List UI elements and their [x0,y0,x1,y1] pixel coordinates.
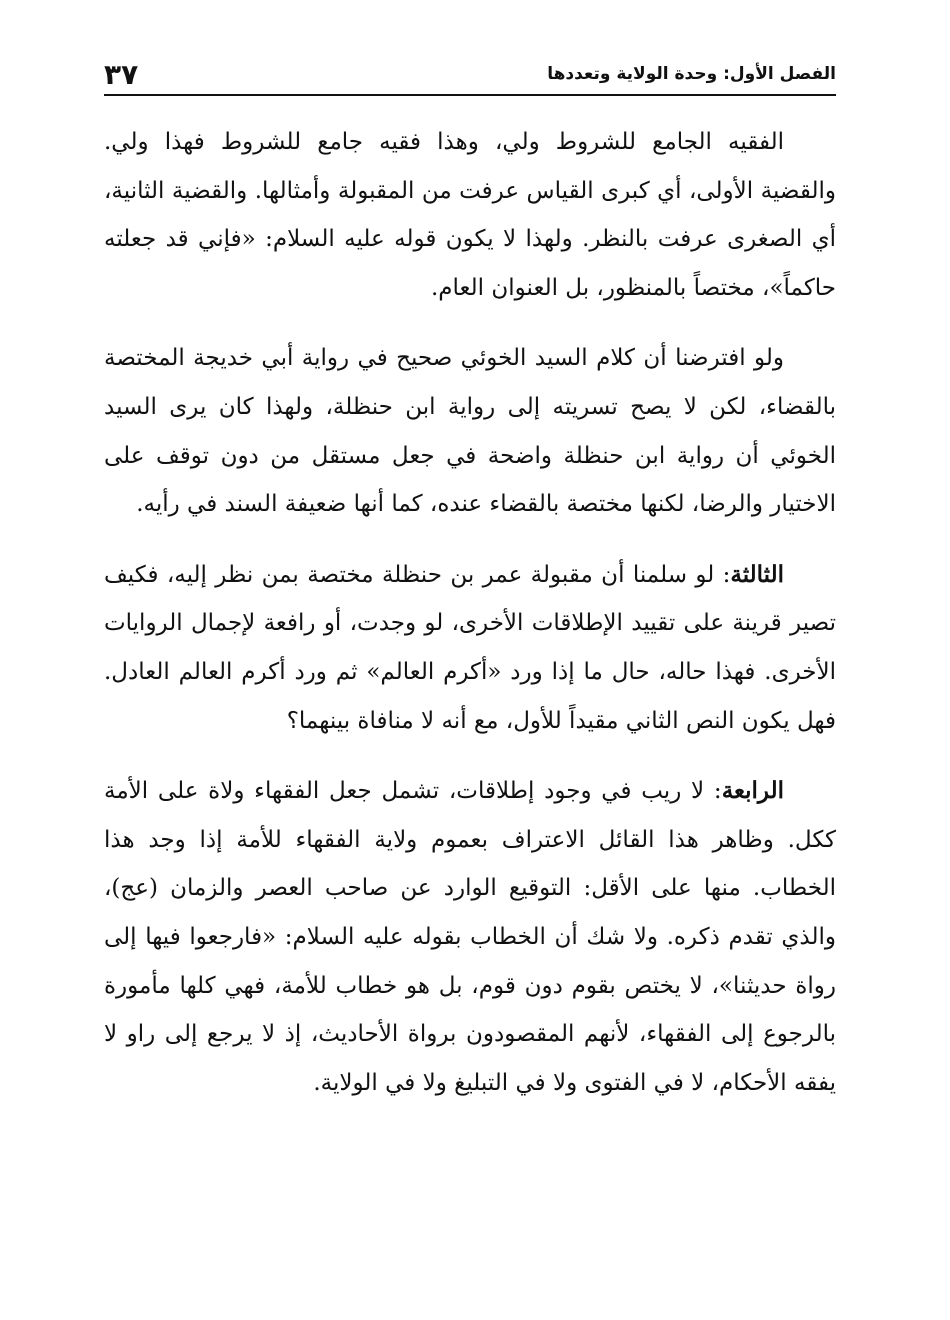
paragraph-3-lead: الثالثة [730,560,784,588]
paragraph-3 [104,551,836,745]
paragraph-1 [104,118,836,312]
running-header [104,58,836,96]
paragraph-1-text: الفقيه الجامع للشروط ولي، وهذا فقيه جامع للشروط فهذا ولي. والقضية الأولى، أي كبرى القياس عرفت من المقبولة وأمثالها. والقضية الثانية، أي الصغرى عرفت بالنظر. ولهذا لا يكون قوله عليه السلام: «فإني قد جعلته حاكماً»، مختصاً بالمنظور، بل العنوان العام. [104,129,836,301]
chapter-title: الفصل الأول: وحدة الولاية وتعددها [547,64,836,84]
paragraph-2 [104,334,836,528]
paragraph-4-lead: الرابعة [721,777,784,805]
paragraph-3-text: : لو سلمنا أن مقبولة عمر بن حنظلة مختصة بمن نظر إليه، فكيف تصير قرينة على تقييد الإطلاقات الأخرى، لو وجدت، أو رافعة لإجمال الروايات الأخرى. فهذا حاله، حال ما إذا ورد «أكرم العالم» ثم ورد أكرم العالم العادل. فهل يكون النص الثاني مقيداً للأول، مع أنه لا منافاة بينهما؟ [104,561,836,734]
header-divider [104,94,836,96]
paragraph-4 [104,767,836,1107]
paragraph-2-text: ولو افترضنا أن كلام السيد الخوئي صحيح في رواية أبي خديجة المختصة بالقضاء، لكن لا يصح تسريته إلى رواية ابن حنظلة، ولهذا كان يرى السيد الخوئي أن رواية ابن حنظلة واضحة في جعل مستقل من دون توقف على الاختيار والرضا، لكنها مختصة بالقضاء عنده، كما أنها ضعيفة السند في رأيه. [104,345,836,518]
body-text [104,118,836,1107]
page-number: ٣٧ [104,58,139,91]
paragraph-4-text: : لا ريب في وجود إطلاقات، تشمل جعل الفقهاء ولاة على الأمة ككل. وظاهر هذا القائل الاعتراف بعموم ولاية الفقهاء للأمة إذا وجد هذا الخطاب. منها على الأقل: التوقيع الوارد عن صاحب العصر والزمان (عج)، والذي تقدم ذكره. ولا شك أن الخطاب بقوله عليه السلام: «فارجعوا فيها إلى رواة حديثنا»، لا يختص بقوم دون قوم، بل هو خطاب للأمة، فهي كلها مأمورة بالرجوع إلى الفقهاء، لأنهم المقصودون برواة الأحاديث، إذ لا يرجع إلى راو لا يفقه الأحكام، لا في الفتوى ولا في التبليغ ولا في الولاية. [104,778,836,1096]
